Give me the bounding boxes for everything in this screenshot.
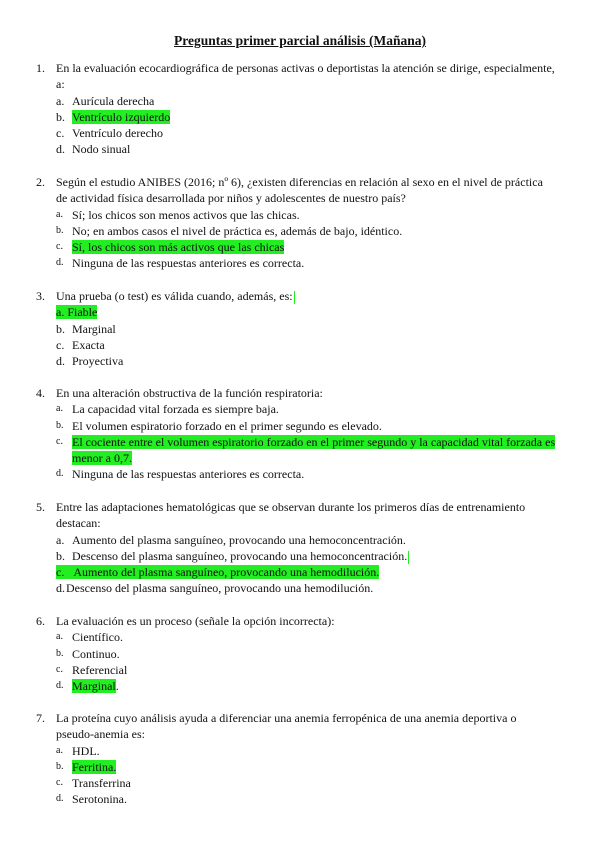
option-text: Aumento del plasma sanguíneo, provocando una hemodilución. [73,565,380,580]
option-c [36,775,556,791]
option-letter: b. [56,419,64,431]
option-b [36,109,556,125]
option-text: Descenso del plasma sanguíneo, provocando una hemodilución. [66,581,374,596]
option-letter: b. [56,548,65,563]
option-text: Nodo sinual [72,142,131,157]
option-letter: c. [56,777,63,789]
option-text: Exacta [72,337,105,352]
option-text-highlighted [56,565,379,579]
question-6 [36,613,556,694]
option-c [36,239,556,255]
question-text: Una prueba (o test) es válida cuando, además, es: [56,289,293,303]
options-list [36,532,556,597]
option-a [36,532,556,548]
option-letter: c. [56,435,63,447]
option-b [36,548,556,564]
option-d [36,678,556,694]
options-list [36,93,556,158]
option-text: Aurícula derecha [72,93,155,108]
question-2 [36,174,556,272]
option-text: Continuo. [72,646,120,661]
option-text: Serotonina. [72,792,127,807]
option-c [36,434,556,467]
option-letter: d. [56,142,65,157]
option-text-highlighted: Ventrículo izquierdo [72,109,171,124]
option-text-highlighted: El cociente entre el volumen espiratorio forzado en el primer segundo y la capacidad vital forzada es menor a 0,7. [72,434,556,466]
option-text: Aumento del plasma sanguíneo, provocando una hemoconcentración. [72,532,406,547]
question-stem [36,385,556,401]
option-text: Marginal [72,321,116,336]
question-number: 1. [36,61,45,75]
option-text: Referencial [72,662,128,677]
question-text: Según el estudio ANIBES (2016; nº 6), ¿existen diferencias en relación al sexo en el nivel de práctica de actividad física desarrollada por niños y adolescentes de nuestro país? [56,175,543,206]
option-text: Ventrículo derecho [72,126,163,141]
option-letter: a. [56,744,63,756]
option-b [36,759,556,775]
option-letter: d. [56,257,64,269]
question-1 [36,60,556,158]
option-letter: a. [56,532,65,547]
question-5 [36,499,556,597]
option-d [36,353,556,369]
option-text-highlighted: Ferritina. [72,759,117,774]
question-text: Entre las adaptaciones hematológicas que se observan durante los primeros días de entrenamiento destacan: [56,500,526,531]
option-letter: a. [56,305,65,320]
option-letter: c. [56,565,65,580]
options-list [36,207,556,272]
option-letter: a. [56,631,63,643]
option-b [36,418,556,434]
option-text: No; en ambos casos el nivel de práctica es, además de bajo, idéntico. [72,223,403,238]
highlight-mark [408,551,409,564]
option-letter: b. [56,224,64,236]
option-text: Ninguna de las respuestas anteriores es correcta. [72,256,305,271]
question-number: 6. [36,614,45,628]
options-list [36,401,556,482]
option-text: Descenso del plasma sanguíneo, provocando una hemoconcentración. [72,548,408,563]
option-letter: c. [56,241,63,253]
option-c [36,125,556,141]
question-4 [36,385,556,483]
option-letter: d. [56,581,65,596]
option-letter: b. [56,321,65,336]
option-text: Proyectiva [72,354,124,369]
option-letter: a. [56,403,63,415]
option-a [36,93,556,109]
option-text: El volumen espiratorio forzado en el primer segundo es elevado. [72,418,382,433]
option-a [36,629,556,645]
question-number: 2. [36,175,45,189]
options-list [36,629,556,694]
option-d [36,141,556,157]
question-stem [36,288,556,304]
question-stem [36,613,556,629]
option-letter: d. [56,793,64,805]
question-stem [36,710,556,743]
option-text: Científico. [72,630,123,645]
highlight-mark [294,291,295,304]
option-a [36,207,556,223]
option-letter: d. [56,680,64,692]
question-text: En la evaluación ecocardiográfica de personas activas o deportistas la atención se dirige, especialmente, a: [56,61,555,92]
option-letter: c. [56,337,65,352]
option-letter: a. [56,93,65,108]
question-number: 7. [36,711,45,725]
option-d [36,466,556,482]
option-letter: c. [56,126,65,141]
option-letter: b. [56,109,65,124]
option-b [36,321,556,337]
option-letter: b. [56,760,64,772]
question-number: 3. [36,289,45,303]
option-a [36,304,556,320]
question-text: En una alteración obstructiva de la función respiratoria: [56,386,323,400]
question-stem [36,499,556,532]
option-text: Fiable [67,305,98,320]
options-list [36,304,556,369]
option-c [36,337,556,353]
option-text: La capacidad vital forzada es siempre baja. [72,402,279,417]
option-text: HDL. [72,743,100,758]
option-text: Sí; los chicos son menos activos que las chicas. [72,207,300,222]
option-a [36,743,556,759]
question-text: La evaluación es un proceso (señale la opción incorrecta): [56,614,335,628]
document-title: Preguntas primer parcial análisis (Mañana) [173,33,426,48]
option-text-highlighted: Sí, los chicos son más activos que las chicas [72,240,285,255]
option-d [36,791,556,807]
option-text: Transferrina [72,776,131,791]
option-text-highlighted: Marginal [72,679,116,694]
question-number: 5. [36,500,45,514]
option-d [36,255,556,271]
option-c [36,564,556,580]
option-letter: d. [56,468,64,480]
option-letter: a. [56,208,63,220]
option-a [36,401,556,417]
question-7 [36,710,556,808]
option-text: Ninguna de las respuestas anteriores es correcta. [72,467,305,482]
question-number: 4. [36,386,45,400]
option-text-highlighted [56,305,97,319]
option-c [36,662,556,678]
option-b [36,223,556,239]
option-letter: c. [56,663,63,675]
option-letter: b. [56,647,64,659]
option-d [36,580,556,596]
question-stem [36,60,556,93]
question-text: La proteína cuyo análisis ayuda a diferenciar una anemia ferropénica de una anemia deportiva o pseudo-anemia es: [56,711,517,742]
option-b [36,646,556,662]
question-stem [36,174,556,207]
options-list [36,743,556,808]
option-letter: d. [56,354,65,369]
question-3 [36,288,556,369]
option-suffix: . [115,679,119,694]
